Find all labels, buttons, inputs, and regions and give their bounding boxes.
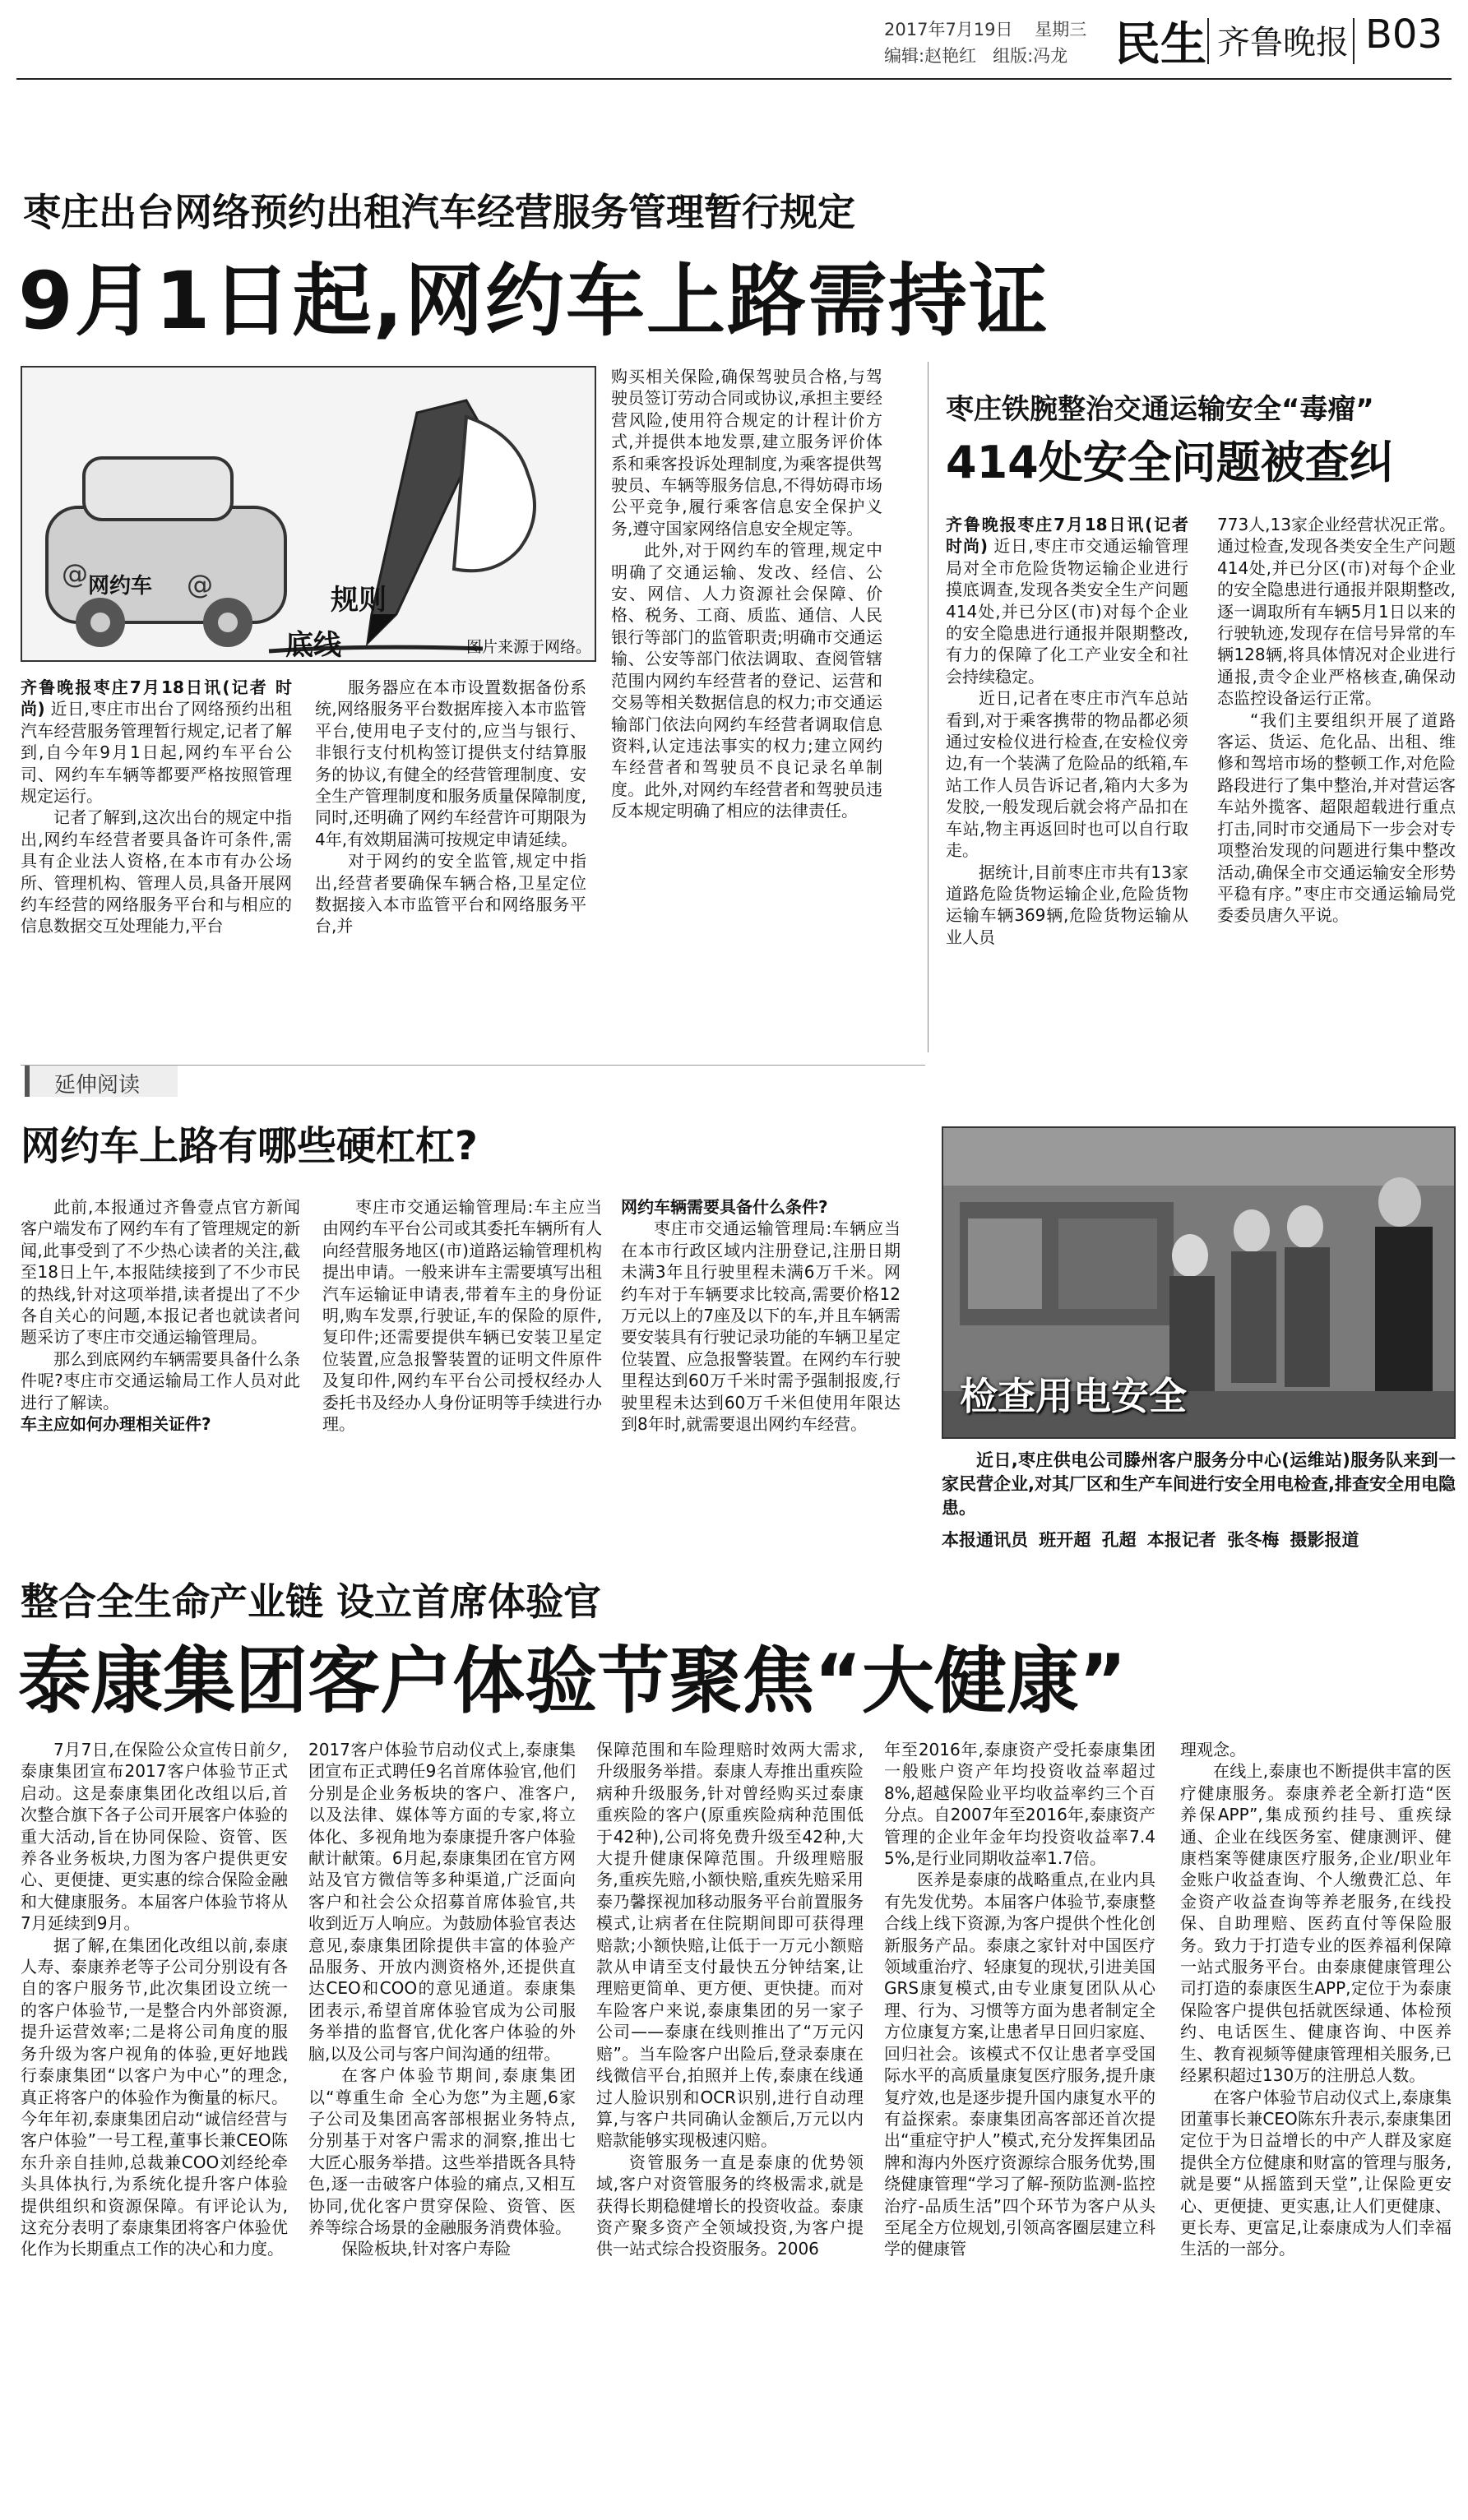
- story1-col2: 服务器应在本市设置数据备份系统,网络服务平台数据库接入本市监管平台,使用电子支付的,应当与银行、非银行支付机构签订提供支付结算服务的协议,有健全的经营管理制度、安全生产管理制度和服务质量保障制度,同时,还明确了网约车经营许可期限为4年,有效期届满可按规定申请延续。 对于网约的安全监管,规定中指出,经营者要确保车辆合格,卫星定位数据接入本市监管平台和网络服务平台,并: [315, 677, 586, 936]
- story3-tag-text: 延伸阅读: [54, 1073, 141, 1098]
- svg-text:@: @: [187, 569, 213, 600]
- story1-col1: 齐鲁晚报枣庄7月18日讯(记者 时尚) 近日,枣庄市出台了网络预约出租汽车经营服务管理暂行规定,记者了解到,自今年9月1日起,网约车平台公司、网约车车辆等都要严格按照管理规定运行。 记者了解到,这次出台的规定中指出,网约车经营者要具备许可条件,需具有企业法人资格,在本市有办公场所、管理机构、管理人员,具备开展网约车经营的网络服务平台和与相应的信息数据交互处理能力,平台: [21, 677, 292, 936]
- story4-paragraph: 在客户体验节启动仪式上,泰康集团董事长兼CEO陈东升表示,泰康集团定位于为日益增长的中产人群及家庭提供全方位健康和财富的管理与服务,就是要“从摇篮到天堂”,让保险更安心、更便捷、更实惠,让人们更健康、更长寿、更富足,让泰康成为人们幸福生活的一部分。: [1180, 2087, 1452, 2259]
- story2-col2: 773人,13家企业经营状况正常。通过检查,发现各类安全生产问题414处,并已分区(市)对每个企业的安全隐患进行通报并限期整改,逐一调取所有车辆5月1日以来的行驶轨迹,发现存在信号异常的车辆128辆,将具体情况对企业进行通报,责令企业严格核查,确保动态监控设备运行正常。 “我们主要组织开展了道路客运、货运、危化品、出租、维修和驾培市场的整顿工作,对危险路段进行了集中整治,并对营运客车站外揽客、超限超载进行重点打击,同时市交通局下一步会对专项整治发现的问题进行集中整改活动,确保全市交通运输安全形势平稳有序。”枣庄市交通运输局党委委员唐久平说。: [1217, 515, 1456, 926]
- story4-col5: [1180, 1739, 1452, 2504]
- story4-paragraph: 2017客户体验节启动仪式上,泰康集团宣布正式聘任9名首席体验官,他们分别是企业务板块的客户、准客户,以及法律、媒体等方面的专家,将立体化、多视角地为泰康提升客户体验献计献策。6月起,泰康集团在官方网站及官方微信等多种渠道,广泛面向客户和社会公众招募首席体验官,共收到近万人响应。为鼓励体验官表达意见,泰康集团除提供丰富的体验产品服务、开放内测资格外,还提供直达CEO和COO的意见通道。泰康集团表示,希望首席体验官成为公司服务举措的监督官,优化客户体验的外脑,以及公司与客户间沟通的纽带。: [308, 1740, 576, 2064]
- header-rule: [16, 78, 1452, 80]
- story2-headline: 414处安全问题被查纠: [946, 437, 1394, 488]
- story4-paragraph: 在客户体验节期间,泰康集团以“尊重生命 全心为您”为主题,6家子公司及集团高客部根据业务特点,分别基于对客户需求的洞察,推出七大匠心服务举措。这些举措既各具特色,逐一击破客户体验的痛点,又相互协同,优化客户贯穿保险、资管、医养等综合场景的金融服务消费体验。: [308, 2065, 576, 2237]
- photo-overlay-text: 检查用电安全: [960, 1374, 1187, 1418]
- story4-paragraph: 保障范围和车险理赔时效两大需求,升级服务举措。泰康人寿推出重疾险病种升级服务,针对曾经购买过泰康重疾险的客户(原重疾险病种范围低于42种),公司将免费升级至42种,大大提升健康保障范围。升级理赔服务,重疾先赔,小额快赔,重疾先赔采用泰乃馨探视加移动服务平台前置服务模式,让病者在住院期间即可获得理赔款;小额快赔,让低于一万元小额赔款从申请至支付最快五分钟结案,让理赔更简单、更方便、更快捷。而对车险客户来说,泰康集团的另一家子公司——泰康在线则推出了“万元闪赔”。当车险客户出险后,登录泰康在线微信平台,拍照并上传,泰康在线通过人脸识别和OCR识别,进行自动理算,与客户共同确认金额后,万元以内赔款能够实现极速闪赔。: [596, 1740, 864, 2151]
- story1-col3: 购买相关保险,确保驾驶员合格,与驾驶员签订劳动合同或协议,承担主要经营风险,使用符合规定的计程计价方式,并提供本地发票,建立服务评价体系和乘客投诉处理制度,为乘客提供驾驶员、车辆等服务信息,不得妨碍市场公平竞争,履行乘客信息安全保护义务,遵守国家网络信息安全规定等。 此外,对于网约车的管理,规定中明确了交通运输、发改、经信、公安、网信、人力资源社会保障、价格、税务、工商、质监、通信、人民银行等部门的监管职责;明确市交通运输、公安等部门依法调取、查阅管辖范围内网约车经营者的登记、运营和交易等相关数据信息的权力;市交通运输部门依法向网约车经营者调取信息资料,认定违法事实的权力;建立网约车经营者和驾驶员不良记录名单制度。此外,对网约车经营者和驾驶员违反本规定明确了相应的法律责任。: [611, 367, 882, 821]
- story4-col3: [596, 1739, 864, 2504]
- story3-headline: 网约车上路有哪些硬杠杠?: [21, 1123, 478, 1169]
- cartoon-rule-label: 规则: [331, 584, 387, 617]
- svg-text:@: @: [62, 558, 88, 590]
- cartoon-illustration: [22, 368, 596, 662]
- cartoon-bottom-label: 底线: [285, 629, 341, 662]
- story3-col1: 此前,本报通过齐鲁壹点官方新闻客户端发布了网约车有了管理规定的新闻,此事受到了不少热心读者的关注,截至18日上午,本报陆续接到了不少市民的热线,针对这项举措,读者提出了不少各自关心的问题,本报记者也就读者问题采访了枣庄市交通运输管理局。 那么到底网约车辆需要具备什么条件呢?枣庄市交通运输局工作人员对此进行了解读。 车主应如何办理相关证件?: [21, 1197, 300, 1435]
- story4-paragraph: 年至2016年,泰康资产受托泰康集团一般账户资产年均投资收益率超过8%,超越保险业平均收益率约三个百分点。自2007年至2016年,泰康资产管理的企业年金年均投资收益率7.45%,是行业同期收益率1.7倍。: [884, 1740, 1155, 1869]
- story4-paragraph: 理观念。: [1180, 1740, 1246, 1759]
- story4-paragraph: 7月7日,在保险公众宣传日前夕,泰康集团宣布2017客户体验节正式启动。这是泰康集团化改组以后,首次整合旗下各子公司开展客户体验的重大活动,旨在协同保险、资管、医养各业务板块,力图为客户提供更安心、更便捷、更实惠的综合保险金融和大健康服务。本届客户体验节将从7月延续到9月。: [21, 1740, 288, 1934]
- story4-paragraph: 资管服务一直是泰康的优势领域,客户对资管服务的终极需求,就是获得长期稳健增长的投资收益。泰康资产聚多资产全领域投资,为客户提供一站式综合投资服务。2006: [596, 2152, 864, 2259]
- story4-col2: [308, 1739, 576, 2504]
- story4-headline: 泰康集团客户体验节聚焦“大健康”: [18, 1639, 1127, 1723]
- story4-kicker: 整合全生命产业链 设立首席体验官: [21, 1579, 602, 1624]
- story4-paragraph: 医养是泰康的战略重点,在业内具有先发优势。本届客户体验节,泰康整合线上线下资源,为客户提供个性化创新服务产品。泰康之家针对中国医疗领域重治疗、轻康复的现状,引进美国GRS康复模式,由专业康复团队从心理、行为、习惯等方面为患者制定全方位康复方案,让患者早日回归家庭、回归社会。该模式不仅让患者享受国际水平的高质量康复医疗服务,提升康复疗效,也是逐步提升国内康复水平的有益探索。泰康集团高客部还首次提出“重症守护人”模式,充分发挥集团品牌和海内外医疗资源综合服务优势,围绕健康管理“学习了解-预防监测-监控治疗-品质生活”四个环节为客户从头至尾全方位规划,引领高客圈层建立科学的健康管: [884, 1870, 1155, 2259]
- cartoon-car-label: 网约车: [88, 574, 153, 599]
- image-credit: 图片来源于网络。: [466, 638, 592, 656]
- story1-kicker: 枣庄出台网络预约出租汽车经营服务管理暂行规定: [23, 190, 855, 234]
- story4-paragraph: 据了解,在集团化改组以前,泰康人寿、泰康养老等子公司分别设有各自的客户服务节,此次集团设立统一的客户体验节,一是整合内外部资源,提升运营效率;二是将公司角度的服务升级为客户视角的体验,更好地践行泰康集团“以客户为中心”的理念,真正将客户的体验作为衡量的标尺。今年年初,泰康集团启动“诚信经营与客户体验”一号工程,董事长兼CEO陈东升亲自挂帅,总裁兼COO刘经纶牵头具体执行,为系统化提升客户体验提供组织和资源保障。有评论认为,这充分表明了泰康集团将客户体验优化作为长期重点工作的决心和力度。: [21, 1935, 288, 2259]
- section-name: 民生: [1114, 17, 1206, 72]
- story1-headline: 9月1日起,网约车上路需持证: [18, 255, 1050, 347]
- story4-col1: [21, 1739, 288, 2504]
- story4-paragraph: 保险板块,针对客户寿险: [341, 2239, 512, 2259]
- photo-caption: 近日,枣庄供电公司滕州客户服务分中心(运维站)服务队来到一家民营企业,对其厂区和生产车间进行安全用电检查,排查安全用电隐患。: [942, 1450, 1456, 1518]
- header-editor: 编辑:赵艳红 组版:冯龙: [884, 46, 1068, 66]
- header-divider: [1207, 18, 1209, 64]
- story2-col1: 齐鲁晚报枣庄7月18日讯(记者 时尚) 近日,枣庄市交通运输管理局对全市危险货物运输企业进行摸底调查,发现各类安全生产问题414处,并已分区(市)对每个企业的安全隐患进行通报并限期整改,有力的保障了化工产业安全和社会持续稳定。 近日,记者在枣庄市汽车总站看到,对于乘客携带的物品都必须通过安检仪进行检查,在安检仪旁边,有一个装满了危险品的纸箱,车站工作人员告诉记者,箱内大多为发胶,一般发现后就会将产品扣在车站,物主再返回时也可以自行取走。 据统计,目前枣庄市共有13家道路危险货物运输企业,危险货物运输车辆369辆,危险货物运输从业人员: [946, 515, 1188, 947]
- story4-col4: [884, 1739, 1155, 2504]
- story3-col2: 枣庄市交通运输管理局:车主应当由网约车平台公司或其委托车辆所有人向经营服务地区(市)道路运输管理机构提出申请。一般来讲车主需要填写出租汽车运输证申请表,带着车主的身份证明,购车发票,行驶证,车的保险的原件,复印件;还需要提供车辆已安装卫星定位装置,应急报警装置的证明文件原件及复印件,网约车平台公司授权经办人委托书及经办人身份证明等手续进行办理。: [322, 1197, 602, 1435]
- story1-cartoon: [21, 366, 596, 662]
- story3-tag: [25, 1066, 178, 1097]
- story2-kicker: 枣庄铁腕整治交通运输安全“毒瘤”: [946, 393, 1374, 426]
- page-number: B03: [1365, 12, 1443, 58]
- photo-credit: 本报通讯员 班开超 孔超 本报记者 张冬梅 摄影报道: [942, 1530, 1359, 1550]
- story3-col3: 网约车辆需要具备什么条件? 枣庄市交通运输管理局:车辆应当在本市行政区域内注册登记,注册日期未满3年且行驶里程未满6万千米。网约车对于车辆要求比较高,需要价格12万元以上的7座及以下的车,并且车辆需要安装具有行驶记录功能的车辆卫星定位装置、应急报警装置。在网约车行驶里程达到60万千米时需予强制报废,行驶里程未达到60万千米但使用年限达到8年时,就需要退出网约车经营。: [621, 1197, 901, 1435]
- header-divider-2: [1353, 18, 1355, 64]
- story4-paragraph: 在线上,泰康也不断提供丰富的医疗健康服务。泰康养老全新打造“医养保APP”,集成预约挂号、重疾绿通、企业在线医务室、健康测评、健康档案等健康医疗服务,企业/职业年金账户收益查询、个人缴费汇总、年金资产收益查询等养老服务,在线投保、自助理赔、医药直付等保险服务。致力于打造专业的医养福利保障一站式服务平台。由泰康健康管理公司打造的泰康医生APP,定位于为泰康保险客户提供包括就医绿通、体检预约、电话医生、健康咨询、中医养生、教育视频等健康管理相关服务,已经累积超过130万的注册总人数。: [1180, 1761, 1452, 2086]
- header-date: 2017年7月19日 星期三: [884, 20, 1087, 39]
- photo-safety-check: [942, 1126, 1456, 1439]
- paper-logo: 齐鲁晚报: [1217, 24, 1349, 62]
